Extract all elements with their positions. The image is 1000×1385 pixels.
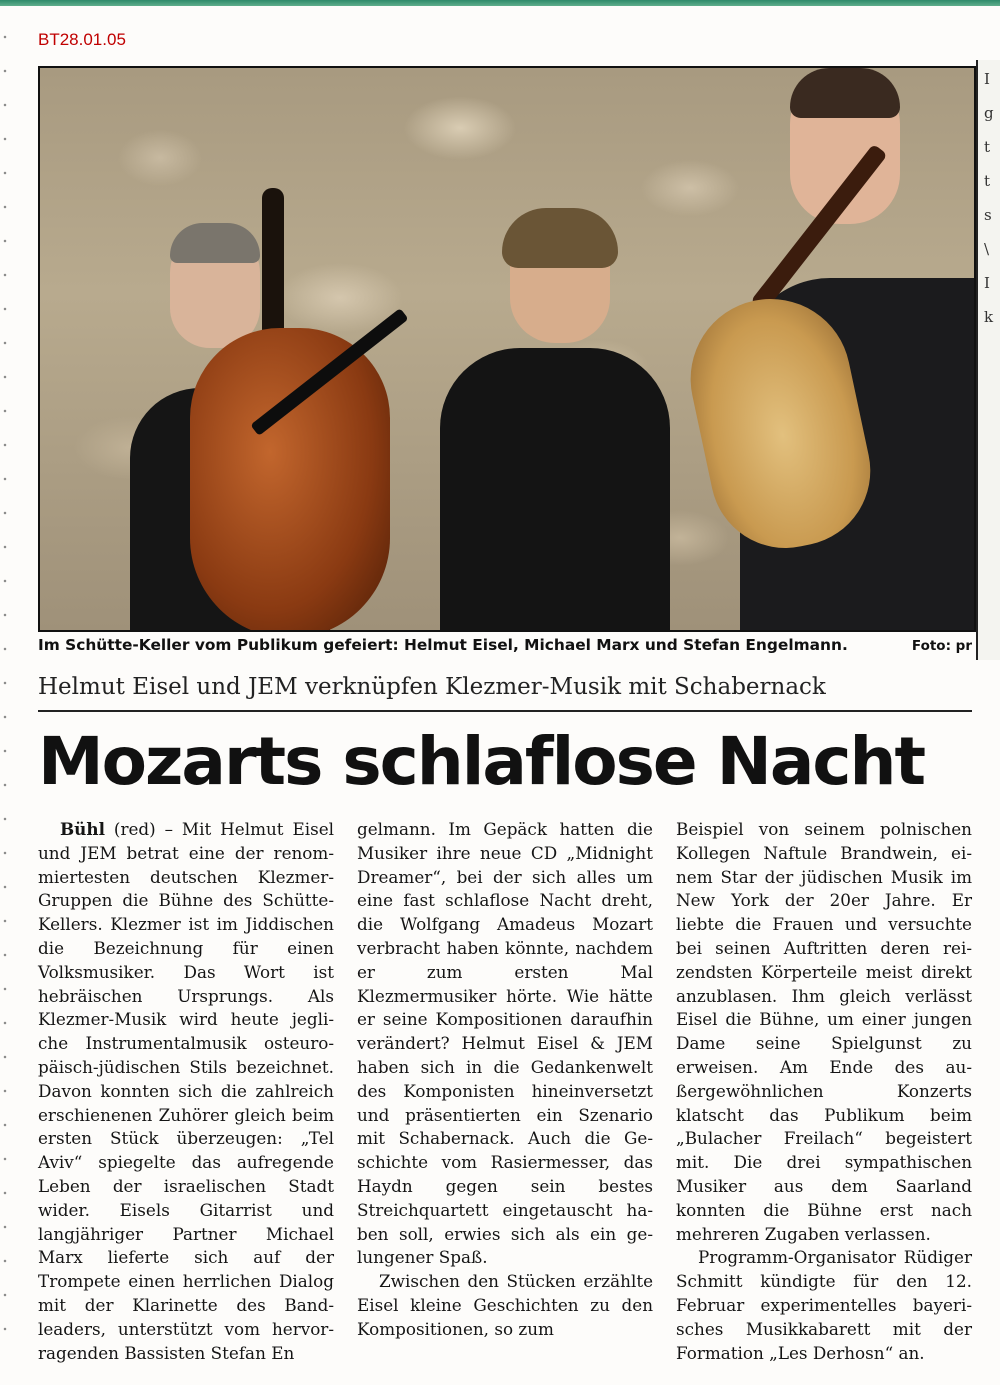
photo-caption-row — [38, 632, 972, 662]
article-paragraph — [38, 818, 334, 1365]
edge-letter: s — [984, 206, 992, 224]
double-bass — [190, 328, 390, 632]
article-headline: Mozarts schlaflose Nacht — [38, 723, 925, 800]
photo-caption: Im Schütte-Keller vom Publikum gefeiert: Helmut Eisel, Michael Marx und Stefan Engelmann. — [38, 636, 848, 654]
adjacent-article-edge — [976, 60, 1000, 660]
kicker-rule — [38, 710, 972, 712]
clipping-id: BT28.01.05 — [38, 30, 126, 49]
article-paragraph: Beispiel von seinem polnischen Kollegen Naftule Brandwein, einem Star der jüdischen Musik im New York der 20er Jahre. Er liebte die Frauen und versuchte bei seinen Auftritten deren reizendsten Körperteile meist direkt anzublasen. Ihm gleich verlässt Eisel die Bühne, um einer jungen Dame seine Spielgunst zu erweisen. Am Ende des außergewöhnlichen Konzerts klatscht das Publikum beim „Bulacher Freilach“ begeistert mit. Die drei sympathischen Musiker aus dem Saarland konnten die Bühne erst nach mehreren Zugaben verlassen. — [676, 819, 972, 1244]
article-kicker: Helmut Eisel und JEM verknüpfen Klezmer-Musik mit Schabernack — [38, 674, 826, 700]
clarinetist-figure — [440, 348, 670, 632]
edge-letter: I — [984, 274, 990, 292]
edge-letter: t — [984, 138, 991, 156]
edge-letter: t — [984, 172, 991, 190]
article-paragraph: Programm-Organisator Rüdiger Schmitt kündigte für den 12. Februar experimentelles bayerisches Musikkabarett mit der Formation „Les Derhosn“ an. — [676, 1247, 972, 1363]
edge-letter: I — [984, 70, 990, 88]
top-color-rule — [0, 0, 1000, 6]
article-column-3 — [676, 818, 972, 1365]
scan-edge-dots — [2, 20, 8, 1360]
band-photo — [38, 66, 976, 632]
edge-letter: \ — [984, 240, 990, 258]
dateline: Bühl — [60, 819, 105, 839]
edge-letter: k — [984, 308, 994, 326]
article-paragraph: gelmann. Im Gepäck hatten die Musiker ihre neue CD „Midnight Dreamer“, bei der sich alles um eine fast schlaflose Nacht dreht, die Wolfgang Amadeus Mozart verbracht haben könnte, nachdem er zum ersten Mal Klezmermusiker hörte. Wie hätte er seine Kompositionen daraufhin verändert? Helmut Eisel & JEM haben sich in die Gedankenwelt des Komponisten hineinversetzt und präsentierten ein Szenario mit Schabernack. Auch die Geschichte vom Rasiermesser, das Haydn gegen sein bestes Streichquartett eingetauscht haben soll, erwies sich als ein gelungener Spaß. — [357, 819, 653, 1268]
edge-letter: g — [984, 104, 994, 122]
clarinetist-hair — [502, 208, 618, 268]
photo-credit: Foto: pr — [911, 638, 972, 654]
article-paragraph: Zwischen den Stücken erzählte Eisel kleine Geschichten zu den Kompositionen, so zum — [357, 1271, 653, 1339]
paragraph-text: (red) – Mit Helmut Eisel und JEM betrat eine der renommiertesten deutschen Klezmer-Gruppen die Bühne des Schütte-Kellers. Klezmer ist im Jiddischen die Bezeichnung für einen Volksmusiker. Das Wort ist hebräischen Ursprungs. Als Klezmer-Musik wird heute jegliche Instrumentalmusik osteuropäisch-jüdischen Stils bezeichnet. Davon konnten sich die zahlreich erschienenen Zuhörer gleich beim ersten Stück überzeugen: „Tel Aviv“ spiegelte das aufregende Leben der israelischen Stadt wider. Eisels Gitarrist und langjähriger Partner Michael Marx lieferte sich auf der Trompete einen herrlichen Dialog mit der Klarinette des Bandleaders, unterstützt vom hervorragenden Bassisten Stefan En — [38, 819, 334, 1363]
article-column-2 — [357, 818, 653, 1342]
article-column-1 — [38, 818, 334, 1365]
guitarist-hair — [790, 68, 900, 118]
bassist-hair — [170, 223, 260, 263]
